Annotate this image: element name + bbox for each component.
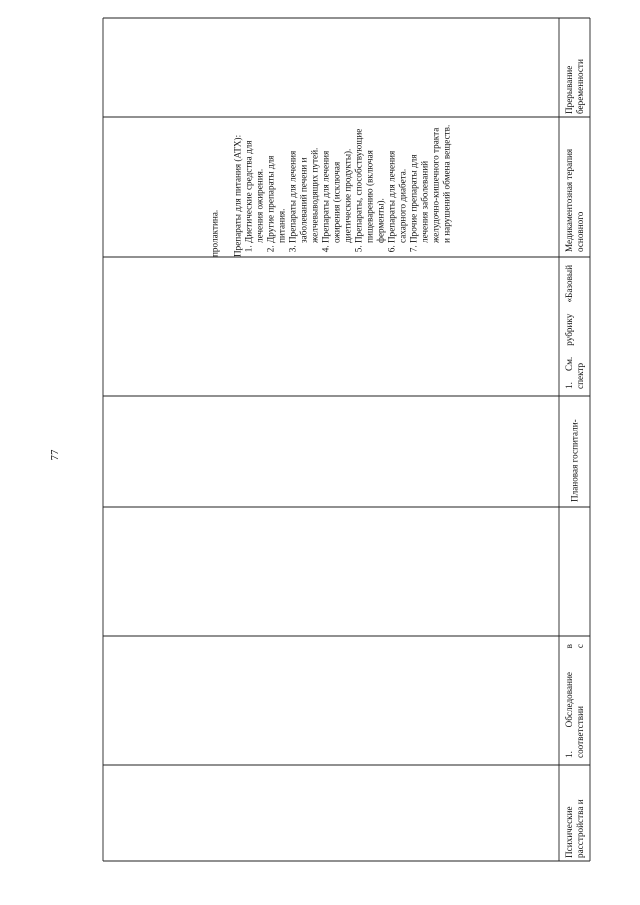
list-item: 7. Прочие препараты для лечения заболеваний желудочно-кишечного тракта и нарушений обмена веществ. — [409, 123, 453, 243]
list-item: 5. Препараты, способствующие пищеварению (включая ферменты). — [354, 123, 387, 243]
cell-diagnostics — [559, 636, 590, 765]
cell-disease-group — [559, 765, 590, 861]
list-item: 1. Диетические средства для лечения ожирения. — [244, 123, 266, 243]
list-item: 6. Препараты для лечения сахарного диабета. — [387, 123, 409, 243]
cell-termination — [559, 18, 590, 117]
atc-intro: Препараты для питания (АТХ): — [232, 134, 243, 257]
treatment-ref-text: 1. См. рубрику «Базовый спектр — [563, 264, 585, 389]
page-number: 77 — [49, 449, 61, 461]
termination-text: Прерывание беременности — [563, 58, 585, 114]
atc-list — [244, 123, 453, 257]
disease-group-text: Психические расстройства и — [563, 799, 585, 858]
cell-atc-list — [103, 117, 559, 257]
list-item: 4. Препараты для лечения ожирения (исключая диетические продукты). — [321, 123, 354, 243]
atc-content — [210, 123, 453, 257]
cell-treatment-ref — [559, 257, 590, 396]
list-item: 2. Другие препараты для питания. — [266, 123, 288, 243]
cell-care-form — [559, 396, 590, 507]
tail-text: пролактина. — [209, 209, 220, 257]
drug-therapy-text: Медикаментозная терапия основного — [563, 148, 585, 252]
care-form-text: Плановая госпитали- — [569, 418, 579, 502]
cell-drug-therapy — [559, 117, 590, 257]
diagnostics-text: 1. Обследование в соответствии с — [563, 643, 585, 758]
list-item: 3. Препараты для лечения заболеваний печени и желчевыводящих путей. — [288, 123, 321, 243]
